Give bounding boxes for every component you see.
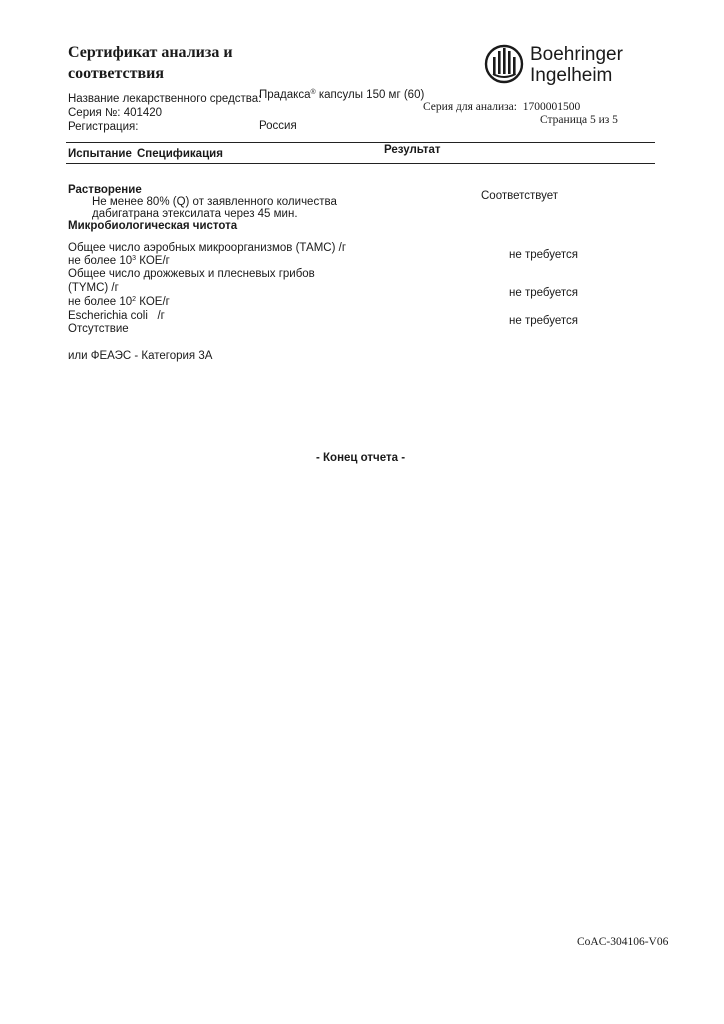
logo-line-1: Boehringer <box>530 44 623 65</box>
dissolution-spec-line-1: Не менее 80% (Q) от заявленного количества <box>92 196 337 208</box>
tymc-spec-line-2: (ТYМС) /г <box>68 282 119 294</box>
boehringer-ingelheim-logo <box>484 42 644 90</box>
document-title: Сертификат анализа и соответствия <box>68 44 233 82</box>
tymc-result: не требуется <box>509 287 578 299</box>
ecoli-requirement: Отсутствие <box>68 323 129 335</box>
drug-name-label: Название лекарственного средства: <box>68 93 262 105</box>
column-result: Результат <box>384 144 441 156</box>
company-emblem-icon <box>484 42 526 86</box>
tamc-limit: не более $10^3$ КОЕ/г <box>68 255 170 267</box>
series-number: Серия №: 401420 <box>68 107 163 119</box>
tamc-spec: Общее число аэробных микроорганизмов (ТАМС) /г <box>68 242 347 254</box>
registration-label: Регистрация: <box>68 121 139 133</box>
column-spec: Спецификация <box>137 148 223 160</box>
header-rule-bottom <box>66 163 655 164</box>
dissolution-result: Соответствует <box>481 190 559 202</box>
dissolution-heading: Растворение <box>68 184 142 196</box>
logo-line-2: Ingelheim <box>530 65 613 86</box>
column-test: Испытание <box>68 148 132 160</box>
drug-name-value: Прадакса® капсулы 150 мг (60) <box>259 89 425 101</box>
page-number: Страница 5 из 5 <box>540 114 618 126</box>
header-rule-top <box>66 142 655 143</box>
ecoli-result: не требуется <box>509 315 578 327</box>
tymc-limit: не более $10^2$ КОЕ/г <box>68 296 170 308</box>
footnote: или ФЕАЭС - Категория 3А <box>68 350 213 362</box>
tymc-spec-line-1: Общее число дрожжевых и плесневых грибов <box>68 268 315 280</box>
dissolution-spec-line-2: дабигатрана этексилата через 45 мин. <box>92 208 298 220</box>
tamc-result: не требуется <box>509 249 578 261</box>
end-of-report: - Конец отчета - <box>316 452 406 464</box>
document-code: CoAC-304106-V06 <box>577 936 669 948</box>
registration-value: Россия <box>259 120 297 132</box>
ecoli-spec: Escherichia coli /г <box>68 310 165 322</box>
analysis-series: Серия для анализа: 1700001500 <box>423 101 581 113</box>
microbiology-heading: Микробиологическая чистота <box>68 220 238 232</box>
